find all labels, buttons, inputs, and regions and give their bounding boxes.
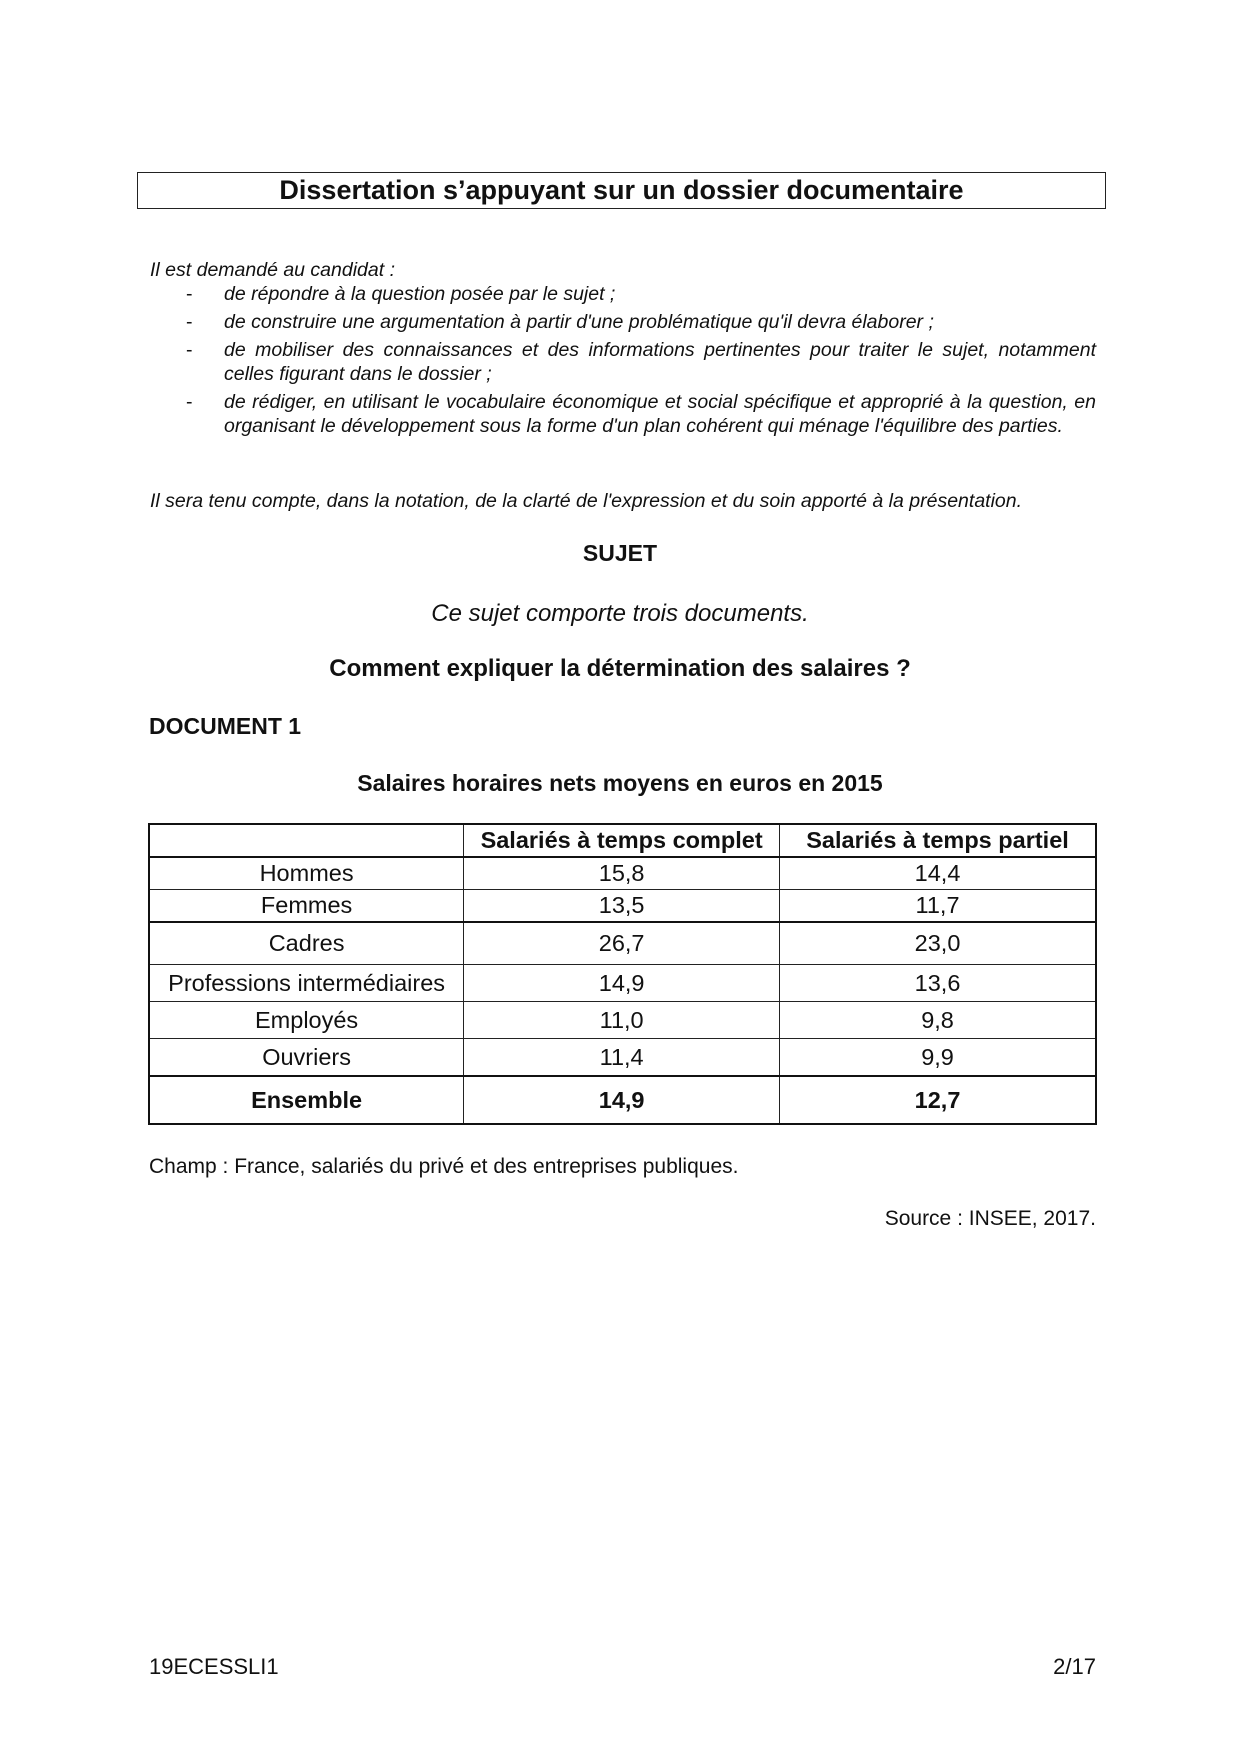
instructions-list <box>150 282 1096 438</box>
row-label: Hommes <box>149 857 464 890</box>
list-item-text: de répondre à la question posée par le sujet ; <box>224 283 616 305</box>
document-label: DOCUMENT 1 <box>149 713 302 739</box>
list-item <box>150 310 1096 334</box>
cell-partiel: 9,9 <box>780 1039 1096 1077</box>
table-row <box>149 965 1096 1002</box>
total-partiel: 12,7 <box>780 1076 1096 1124</box>
table-header-complet: Salariés à temps complet <box>464 824 780 857</box>
total-complet: 14,9 <box>464 1076 780 1124</box>
cell-complet: 26,7 <box>464 922 780 965</box>
dash-marker: - <box>186 311 193 333</box>
table-source: Source : INSEE, 2017. <box>884 1207 1096 1230</box>
notation-note: Il sera tenu compte, dans la notation, de la clarté de l'expression et du soin apporté à la présentation. <box>150 490 1023 512</box>
page-title: Dissertation s’appuyant sur un dossier documentaire <box>279 175 964 205</box>
row-label: Ouvriers <box>149 1039 464 1077</box>
table-total-row <box>149 1076 1096 1124</box>
list-item-text: de mobiliser des connaissances et des informations pertinentes pour traiter le sujet, notamment celles figurant dans le dossier ; <box>224 339 1096 385</box>
salary-table <box>148 823 1097 1125</box>
table-row <box>149 857 1096 890</box>
list-item <box>150 390 1096 438</box>
cell-complet: 14,9 <box>464 965 780 1002</box>
row-label: Employés <box>149 1002 464 1039</box>
list-item-text: de construire une argumentation à partir d'une problématique qu'il devra élaborer ; <box>224 311 934 333</box>
table-row <box>149 922 1096 965</box>
table-scope-note: Champ : France, salariés du privé et des entreprises publiques. <box>149 1155 739 1178</box>
cell-partiel: 14,4 <box>780 857 1096 890</box>
instructions <box>150 258 1096 442</box>
cell-partiel: 9,8 <box>780 1002 1096 1039</box>
row-label: Cadres <box>149 922 464 965</box>
table-title: Salaires horaires nets moyens en euros en 2015 <box>357 770 883 796</box>
cell-complet: 13,5 <box>464 890 780 923</box>
table-row <box>149 1002 1096 1039</box>
cell-complet: 11,4 <box>464 1039 780 1077</box>
sujet-heading: SUJET <box>582 540 658 566</box>
cell-complet: 15,8 <box>464 857 780 890</box>
cell-partiel: 13,6 <box>780 965 1096 1002</box>
list-item <box>150 338 1096 386</box>
cell-complet: 11,0 <box>464 1002 780 1039</box>
footer-code: 19ECESSLI1 <box>149 1654 279 1679</box>
instructions-intro: Il est demandé au candidat : <box>150 259 395 281</box>
total-label: Ensemble <box>149 1076 464 1124</box>
sujet-subtitle: Ce sujet comporte trois documents. <box>431 600 809 627</box>
page-title-box <box>137 172 1106 209</box>
footer-page-number: 2/17 <box>1053 1654 1096 1679</box>
list-item-text: de rédiger, en utilisant le vocabulaire économique et social spécifique et approprié à la question, en organisant le développement sous la forme d'un plan cohérent qui ménage l'équilibre des parties. <box>224 391 1096 437</box>
row-label: Professions intermédiaires <box>149 965 464 1002</box>
table-row <box>149 890 1096 923</box>
table-row <box>149 1039 1096 1077</box>
table-header-blank <box>149 824 464 857</box>
dash-marker: - <box>186 391 193 413</box>
dash-marker: - <box>186 283 193 305</box>
dash-marker: - <box>186 339 193 361</box>
row-label: Femmes <box>149 890 464 923</box>
cell-partiel: 23,0 <box>780 922 1096 965</box>
table-header-row <box>149 824 1096 857</box>
list-item <box>150 282 1096 306</box>
table-header-partiel: Salariés à temps partiel <box>780 824 1096 857</box>
sujet-question: Comment expliquer la détermination des salaires ? <box>329 655 911 682</box>
cell-partiel: 11,7 <box>780 890 1096 923</box>
